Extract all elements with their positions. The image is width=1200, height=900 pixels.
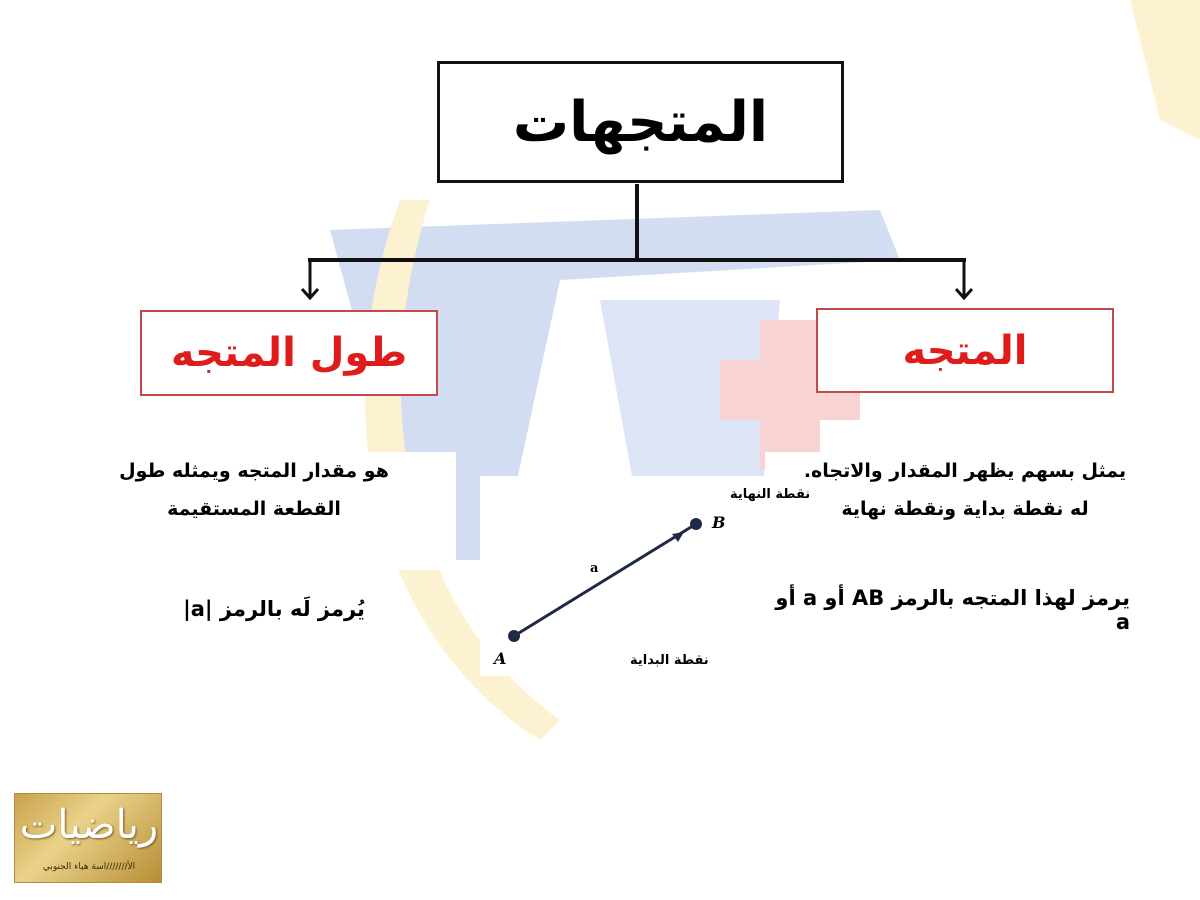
vector-notation-text: يرمز لهذا المتجه بالرمز AB أو a أو a [775,586,1130,634]
end-point-letter: B [712,513,726,532]
vector-length-heading: طول المتجه [170,330,408,376]
start-point-dot [508,630,520,642]
vector-length-box [140,310,438,396]
length-notation [158,582,390,636]
length-definition-line1: هو مقدار المتجه ويمثله طول [119,460,389,482]
start-label: نقطة البداية [630,653,709,668]
vector-name-label: a [590,561,599,576]
brand-logo [14,793,162,883]
end-label: نقطة النهاية [730,487,811,502]
logo-subtitle: الأ///////اسة هياء الجنوبي [42,862,136,872]
vector-box [816,308,1114,393]
vector-definition-line1: يمثل بسهم يظهر المقدار والاتجاه. [803,460,1127,482]
root-title: المتجهات [512,89,769,155]
length-definition [52,452,456,570]
vector-definition [765,452,1165,570]
vector-notation [772,584,1130,636]
start-point-letter: A [494,649,507,668]
vector-definition-line2: له نقطة بداية ونقطة نهاية [841,498,1089,520]
length-notation-text: يُرمز لَه بالرمز |a| [183,597,365,621]
length-definition-line2: القطعة المستقيمة [167,498,341,520]
logo-title: رياضيات [19,802,159,848]
end-point-dot [690,518,702,530]
vector-diagram [480,476,811,676]
vector-heading: المتجه [902,327,1028,374]
